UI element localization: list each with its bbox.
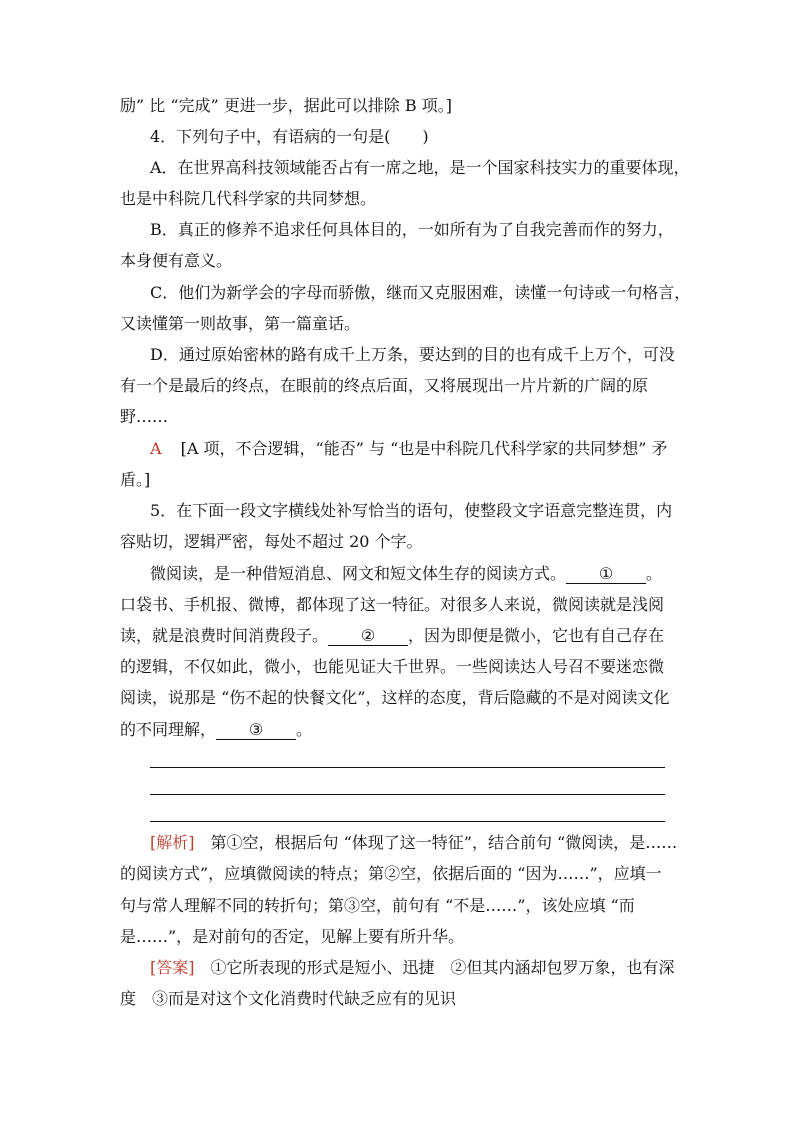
option-a-line-1: A．在世界高科技领域能否占有一席之地，是一个国家科技实力的重要体现， [150,158,690,177]
passage-line-6 [120,720,312,740]
passage-text: 读，就是浪费时间消费段子。 [120,626,329,645]
option-c-line-1: C．他们为新学会的字母而骄傲，继而又克服困难，读懂一句诗或一句格言， [150,283,691,302]
option-b-line-1: B．真正的修养不追求任何具体目的，一如所有为了自我完善而作的努力， [150,220,674,239]
passage-line-2: 口袋书、手机报、微博，都体现了这一特征。对很多人来说，微阅读就是浅阅 [120,595,665,614]
analysis-line-4: 是……”，是对前句的否定，见解上要有所升华。 [120,927,465,946]
blank-2: ② [328,627,408,646]
option-d-line-1: D．通过原始密林的路有成千上万条，要达到的目的也有成千上万个，可没 [150,345,675,364]
passage-text: 。 [646,564,663,583]
answer-explanation-cont: 盾。] [120,470,151,489]
text-line: 励” 比 “完成” 更进一步，据此可以排除 B 项。] [120,96,452,115]
question-4-answer [150,439,668,459]
passage-line-4: 的逻辑，不仅如此，微小，也能见证大千世界。一些阅读达人号召不要迷恋微 [120,657,665,676]
answer-line-second: 度 ③而是对这个文化消费时代缺乏应有的见识 [120,989,457,1008]
question-4-stem: 4．下列句子中，有语病的一句是( ) [150,127,429,146]
analysis-tag: [解析] [150,833,195,852]
answer-tag: [答案] [150,958,195,977]
analysis-line-2: 的阅读方式”，应填微阅读的特点；第②空，依据后面的 “因为……”，应填一 [120,864,662,883]
question-5-stem-2: 容贴切，逻辑严密，每处不超过 20 个字。 [120,532,423,551]
option-c-line-2: 又读懂第一则故事，第一篇童话。 [120,314,361,333]
answer-line-2 [150,794,665,795]
answer-line-first [150,958,675,978]
analysis-line-1 [150,833,677,853]
answer-line-3 [150,821,665,822]
answer-text: ①它所表现的形式是短小、迅捷 ②但其内涵却包罗万象，也有深 [194,958,675,977]
blank-3: ③ [216,721,296,740]
question-5-stem-1: 5．在下面一段文字横线处补写恰当的语句，使整段文字语意完整连贯，内 [150,501,673,520]
blank-1: ① [566,565,646,584]
option-d-line-2: 有一个是最后的终点，在眼前的终点后面，又将展现出一片片新的广阔的原 [120,376,649,395]
option-a-line-2: 也是中科院几代科学家的共同梦想。 [120,189,377,208]
passage-line-3 [120,626,664,646]
passage-line-1 [150,564,662,584]
analysis-text: 第①空，根据后句 “体现了这一特征”，结合前句 “微阅读，是…… [194,833,678,852]
option-d-line-3: 野…… [120,407,169,426]
analysis-line-3: 句与常人理解不同的转折句；第③空，前句有 “不是……”，该处应填 “而 [120,896,635,915]
passage-text: 。 [296,720,313,739]
answer-letter: A [150,439,162,458]
answer-line-1 [150,767,665,768]
passage-text: 微阅读，是一种借短消息、网文和短文体生存的阅读方式。 [150,564,567,583]
passage-line-5: 阅读，说那是 “伤不起的快餐文化”，这样的态度，背后隐藏的不是对阅读文化 [120,688,670,707]
option-b-line-2: 本身便有意义。 [120,251,233,270]
passage-text: 的不同理解， [120,720,217,739]
answer-explanation: [A 项，不合逻辑，“能否” 与 “也是中科院几代科学家的共同梦想” 矛 [180,439,668,458]
passage-text: ，因为即便是微小，它也有自己存在 [408,626,665,645]
